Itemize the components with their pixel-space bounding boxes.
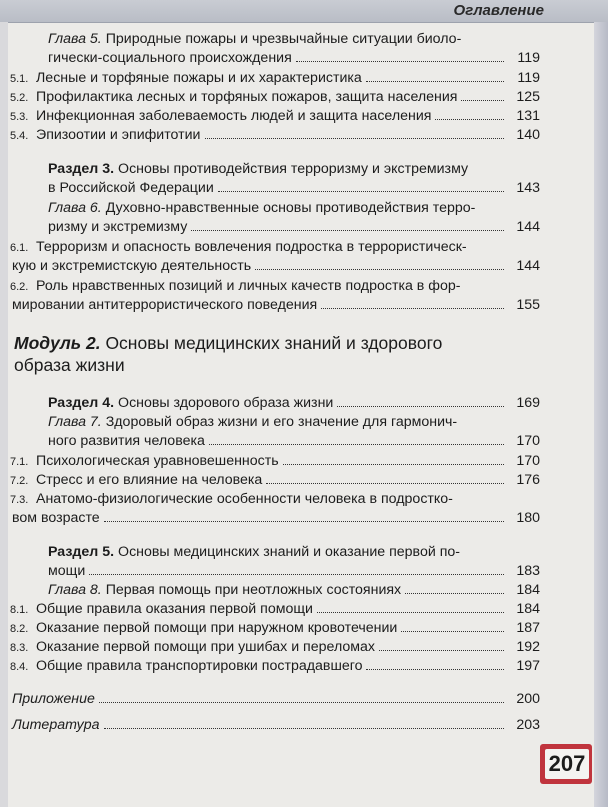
entry-text-cont: ризму и экстремизму [48, 219, 188, 235]
entry-text-cont: мощи [48, 563, 86, 579]
section-number: 8.4. [10, 661, 29, 673]
leader-dots [366, 80, 504, 82]
chapter-label: Глава 6. [48, 200, 102, 216]
leader-dots [317, 611, 504, 613]
section-number: 6.2. [10, 281, 29, 293]
page-ref: 169 [516, 395, 540, 411]
section-number: 7.1. [10, 456, 29, 468]
page-ref: 140 [516, 127, 540, 143]
section-number: 8.2. [10, 623, 29, 635]
leader-dots [283, 463, 504, 465]
leader-dots [104, 727, 505, 729]
section-number: 5.2. [10, 92, 29, 104]
entry-text-cont: гически-социального происхождения [48, 50, 292, 66]
page-ref: 197 [516, 658, 540, 674]
leader-dots [266, 482, 504, 484]
leader-dots [104, 520, 504, 522]
entry-text-cont: в Российской Федерации [48, 180, 214, 196]
page-ref: 180 [516, 510, 540, 526]
entry-text-cont: кую и экстремистскую деятельность [12, 258, 252, 274]
entry-text: Здоровый образ жизни и его значение для гармонич- [105, 414, 458, 430]
header-title: Оглавление [453, 2, 544, 19]
entry-text-cont: вом возрасте [12, 510, 100, 526]
chapter-label: Глава 7. [48, 414, 102, 430]
page-ref: 119 [517, 70, 540, 86]
entry-text: Психологическая уравновешенность [36, 453, 279, 469]
entry-text: Основы противодействия терроризму и экстремизму [118, 161, 469, 177]
chapter-label: Глава 5. [48, 31, 102, 47]
leader-dots [296, 60, 504, 62]
page-ref: 125 [516, 89, 540, 105]
entry-text: Терроризм и опасность вовлечения подростка в террористическ- [36, 239, 467, 255]
module-title: Основы медицинских знаний и здорового [105, 333, 443, 353]
page-ref: 170 [516, 453, 540, 469]
entry-text: Основы здорового образа жизни [118, 395, 334, 411]
section-number: 8.3. [10, 642, 29, 654]
entry-text: Оказание первой помощи при ушибах и переломах [36, 639, 376, 655]
entry-text: Оказание первой помощи при наружном кровотечении [36, 620, 398, 636]
entry-text: Духовно-нравственные основы противодействия терро- [105, 200, 476, 216]
page-number: 207 [545, 749, 589, 779]
page-ref: 131 [516, 108, 540, 124]
page-number-badge [540, 744, 592, 784]
module-2-heading[interactable] [14, 332, 442, 376]
entry-text: Основы медицинских знаний и оказание первой по- [118, 544, 460, 560]
leader-dots [255, 268, 504, 270]
entry-text-cont: мировании антитеррористического поведения [12, 297, 318, 313]
entry-text: Лесные и торфяные пожары и их характеристика [36, 70, 362, 86]
page-ref: 144 [516, 258, 540, 274]
page-ref: 155 [516, 297, 540, 313]
section-number: 7.3. [10, 494, 29, 506]
entry-text: Инфекционная заболеваемость людей и защита населения [36, 108, 432, 124]
leader-dots [205, 137, 505, 139]
leader-dots [337, 405, 504, 407]
page-ref: 143 [516, 180, 540, 196]
entry-text-cont: ного развития человека [48, 433, 205, 449]
leader-dots [405, 592, 504, 594]
entry-text: Стресс и его влияние на человека [36, 472, 263, 488]
leader-dots [99, 701, 504, 703]
page-ref: 184 [516, 601, 540, 617]
section-label: Раздел 3. [48, 161, 115, 177]
module-title-cont: образа жизни [14, 355, 125, 375]
section-number: 5.4. [10, 130, 29, 142]
section-number: 7.2. [10, 475, 29, 487]
leader-dots [461, 99, 504, 101]
entry-text: Общие правила транспортировки пострадавшего [36, 658, 363, 674]
entry-text: Общие правила оказания первой помощи [36, 601, 313, 617]
page-ref: 144 [516, 219, 540, 235]
module-label: Модуль 2. [14, 333, 101, 353]
page-ref: 183 [516, 563, 540, 579]
page-ref: 200 [516, 691, 540, 707]
chapter-label: Глава 8. [48, 582, 102, 598]
page-ref: 192 [516, 639, 540, 655]
page-ref: 203 [516, 717, 540, 733]
leader-dots [366, 668, 504, 670]
section-label: Раздел 4. [48, 395, 115, 411]
entry-text: Первая помощь при неотложных состояниях [105, 582, 402, 598]
entry-text: Природные пожары и чрезвычайные ситуации биоло- [105, 31, 462, 47]
entry-text: Эпизоотии и эпифитотии [36, 127, 201, 143]
leader-dots [218, 190, 504, 192]
leader-dots [191, 229, 504, 231]
entry-text: Роль нравственных позиций и личных качеств подростка в фор- [36, 278, 461, 294]
page-ref: 176 [516, 472, 540, 488]
leader-dots [89, 573, 504, 575]
leader-dots [321, 307, 504, 309]
literature-label: Литература [12, 717, 100, 733]
leader-dots [209, 443, 504, 445]
section-number: 8.1. [10, 604, 29, 616]
page-ref: 119 [517, 50, 540, 66]
entry-text: Профилактика лесных и торфяных пожаров, защита населения [36, 89, 458, 105]
page-ref: 187 [516, 620, 540, 636]
entry-text: Анатомо-физиологические особенности человека в подростко- [36, 491, 453, 507]
page-ref: 170 [516, 433, 540, 449]
section-number: 6.1. [10, 242, 29, 254]
section-number: 5.3. [10, 111, 29, 123]
appendix-label: Приложение [12, 691, 95, 707]
leader-dots [401, 630, 504, 632]
page-ref: 184 [516, 582, 540, 598]
section-label: Раздел 5. [48, 544, 115, 560]
leader-dots [435, 118, 504, 120]
leader-dots [379, 649, 504, 651]
section-number: 5.1. [10, 73, 29, 85]
